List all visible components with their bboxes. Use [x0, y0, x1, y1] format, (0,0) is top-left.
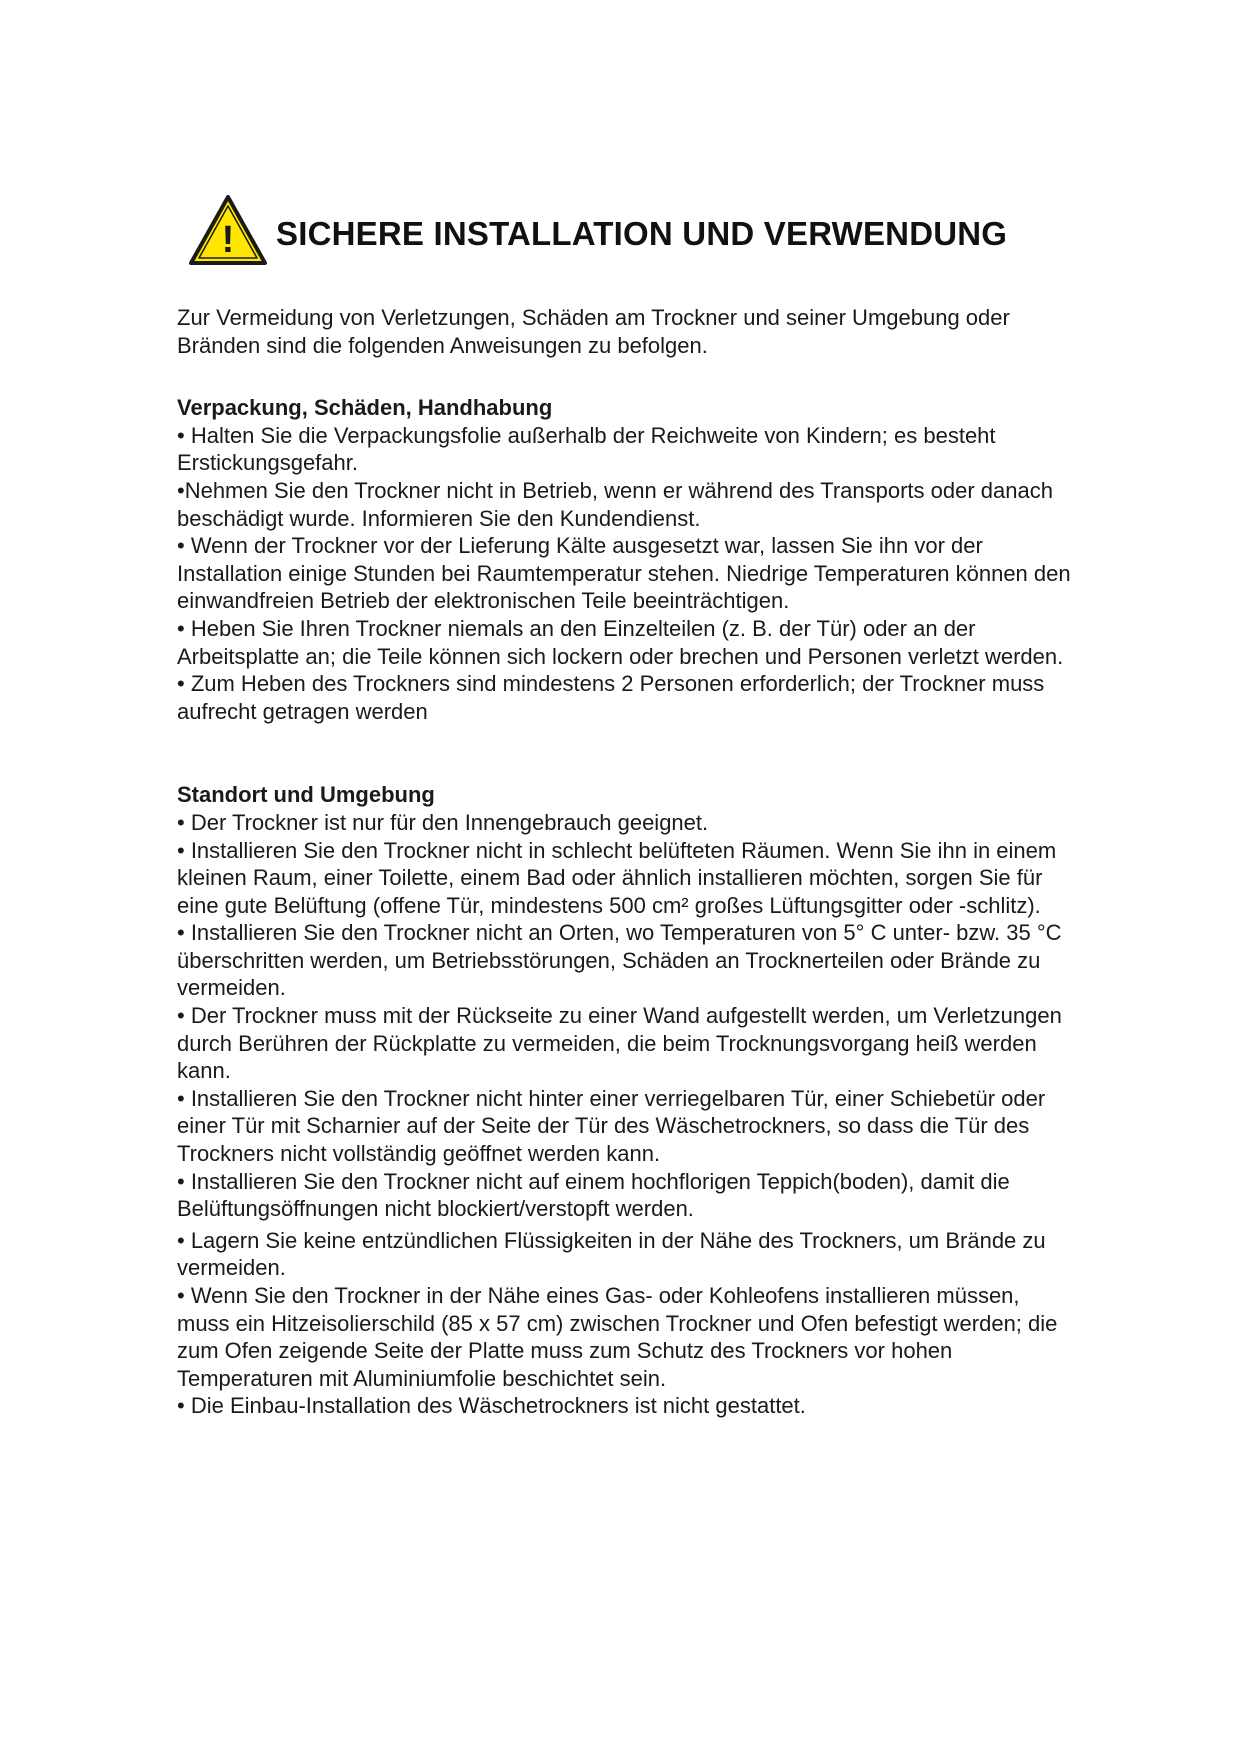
- list-item: • Der Trockner muss mit der Rückseite zu einer Wand aufgestellt werden, um Verletzungen durch Berühren der Rückplatte zu vermeiden, die beim Trocknungsvorgang heiß werden kann.: [177, 1003, 1062, 1084]
- intro-paragraph: Zur Vermeidung von Verletzungen, Schäden am Trockner und seiner Umgebung oder Bränden sind die folgenden Anweisungen zu befolgen.: [177, 305, 1010, 358]
- list-item: • Wenn der Trockner vor der Lieferung Kälte ausgesetzt war, lassen Sie ihn vor der Installation einige Stunden bei Raumtemperatur stehen. Niedrige Temperaturen können den einwandfreien Betrieb der elektronischen Teile beeinträchtigen.: [177, 533, 1071, 614]
- list-item: • Wenn Sie den Trockner in der Nähe eines Gas- oder Kohleofens installieren müssen, muss ein Hitzeisolierschild (85 x 57 cm) zwischen Trockner und Ofen befestigt werden; die zum Ofen zeigende Seite der Platte muss zum Schutz des Trockners vor hohen Temperaturen mit Aluminiumfolie beschichtet sein.: [177, 1283, 1058, 1391]
- list-item: • Die Einbau-Installation des Wäschetrockners ist nicht gestattet.: [177, 1393, 806, 1419]
- title-row: [188, 190, 1007, 270]
- list-item: • Installieren Sie den Trockner nicht auf einem hochflorigen Teppich(boden), damit die Belüftungsöffnungen nicht blockiert/verstopft werden.: [177, 1168, 1010, 1222]
- page-title: SICHERE INSTALLATION UND VERWENDUNG: [276, 215, 1008, 252]
- list-item: • Installieren Sie den Trockner nicht hinter einer verriegelbaren Tür, einer Schiebetür oder einer Tür mit Scharnier auf der Seite der Tür des Wäschetrockners, so dass die Tür des Trockners nicht vollständig geöffnet werden kann.: [177, 1085, 1046, 1167]
- list-item: • Installieren Sie den Trockner nicht in schlecht belüfteten Räumen. Wenn Sie ihn in einem kleinen Raum, einer Toilette, einem Bad oder ähnlich installieren möchten, sorgen Sie für eine gute Belüftung (offene Tür, mindestens 500 cm² großes Lüftungsgitter oder -schlitz).: [177, 837, 1057, 918]
- bullet-list-packaging: [177, 422, 1077, 726]
- section-heading-packaging: Verpackung, Schäden, Handhabung: [177, 395, 553, 421]
- section-heading-location: Standort und Umgebung: [177, 782, 435, 808]
- list-item: •Nehmen Sie den Trockner nicht in Betrieb, wenn er während des Transports oder danach beschädigt wurde. Informieren Sie den Kundendienst.: [177, 477, 1053, 531]
- list-item: • Heben Sie Ihren Trockner niemals an den Einzelteilen (z. B. der Tür) oder an der Arbeitsplatte an; die Teile können sich lockern oder brechen und Personen verletzt werden.: [177, 615, 1064, 669]
- bullet-list-location: [177, 809, 1077, 1420]
- warning-triangle-icon: [188, 194, 268, 266]
- list-item: • Lagern Sie keine entzündlichen Flüssigkeiten in der Nähe des Trockners, um Brände zu vermeiden.: [177, 1227, 1046, 1281]
- list-item: • Der Trockner ist nur für den Innengebrauch geeignet.: [177, 809, 709, 835]
- list-item: • Installieren Sie den Trockner nicht an Orten, wo Temperaturen von 5° C unter- bzw. 35 °C überschritten werden, um Betriebsstörungen, Schäden an Trocknerteilen oder Brände zu vermeiden.: [177, 920, 1062, 1001]
- list-item: • Zum Heben des Trockners sind mindestens 2 Personen erforderlich; der Trockner muss aufrecht getragen werden: [177, 671, 1045, 724]
- content: [177, 304, 1077, 1420]
- warning-glyph: !: [221, 219, 235, 261]
- list-item: • Halten Sie die Verpackungsfolie außerhalb der Reichweite von Kindern; es besteht Erstickungsgefahr.: [177, 422, 996, 476]
